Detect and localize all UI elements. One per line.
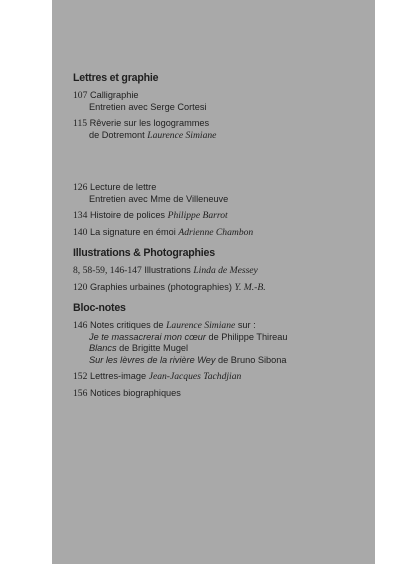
- entry-title: Rêverie sur les logogrammes: [89, 118, 210, 128]
- toc-entry: [73, 388, 373, 400]
- page-number: 146: [73, 320, 88, 331]
- toc-entry: [73, 265, 373, 277]
- page-number: 120: [73, 281, 88, 293]
- entry-author: Adrienne Chambon: [178, 226, 254, 238]
- toc-entry: [73, 371, 373, 383]
- toc-entry: [73, 118, 373, 141]
- toc-entry: [73, 227, 373, 239]
- book-title: Sur les lèvres de la rivière Wey: [89, 354, 216, 365]
- book-author: de Philippe Thireau: [208, 331, 288, 342]
- entry-title: Notices biographiques: [89, 387, 181, 398]
- book-line: [73, 343, 373, 355]
- toc-entry: [73, 90, 373, 113]
- book-line: [73, 355, 373, 367]
- entry-title: Lecture de lettre: [89, 182, 157, 192]
- page-number: 156: [73, 387, 88, 399]
- table-of-contents: [73, 72, 373, 404]
- page-number: 134: [73, 210, 88, 221]
- book-title: Blancs: [89, 343, 117, 353]
- entry-title-suffix: sur :: [237, 320, 256, 330]
- toc-entry: [73, 320, 373, 366]
- entry-subtitle: Entretien avec Serge Cortesi: [89, 101, 207, 112]
- page-number: 152: [73, 371, 88, 382]
- toc-entry: [73, 282, 373, 294]
- entry-title: Graphies urbaines (photographies): [89, 281, 232, 292]
- entry-author: Y. M.-B.: [234, 281, 266, 293]
- toc-entry: [73, 182, 373, 205]
- page-number: 8, 58-59, 146-147: [73, 265, 142, 276]
- entry-subtitle: de Dotremont: [89, 129, 145, 140]
- entry-title: Calligraphie: [89, 90, 139, 100]
- entry-title: Histoire de polices: [89, 210, 166, 220]
- book-line: [73, 332, 373, 344]
- page-number: 107: [73, 90, 88, 101]
- book-author: de Brigitte Mugel: [119, 343, 189, 353]
- section-heading-lettres: Lettres et graphie: [73, 72, 159, 84]
- page-number: 140: [73, 226, 88, 238]
- book-title: Je te massacrerai mon cœur: [89, 331, 206, 342]
- entry-title: Illustrations: [144, 265, 191, 275]
- entry-title: Notes critiques de: [89, 320, 164, 330]
- page-number: 115: [73, 118, 88, 129]
- entry-author: Philippe Barrot: [167, 210, 228, 221]
- section-heading-illustrations: Illustrations & Photographies: [73, 247, 215, 259]
- entry-title: Lettres-image: [89, 371, 147, 381]
- section-heading-bloc-notes: Bloc-notes: [73, 302, 126, 314]
- entry-title: La signature en émoi: [89, 226, 176, 237]
- entry-author: Laurence Simiane: [147, 129, 217, 141]
- spacer: [73, 146, 373, 182]
- book-author: de Bruno Sibona: [218, 354, 287, 365]
- entry-author: Laurence Simiane: [166, 320, 236, 331]
- entry-subtitle: Entretien avec Mme de Villeneuve: [89, 193, 229, 204]
- toc-entry: [73, 210, 373, 222]
- entry-author: Linda de Messey: [193, 265, 258, 276]
- page-number: 126: [73, 182, 88, 193]
- entry-author: Jean-Jacques Tachdjian: [148, 371, 242, 382]
